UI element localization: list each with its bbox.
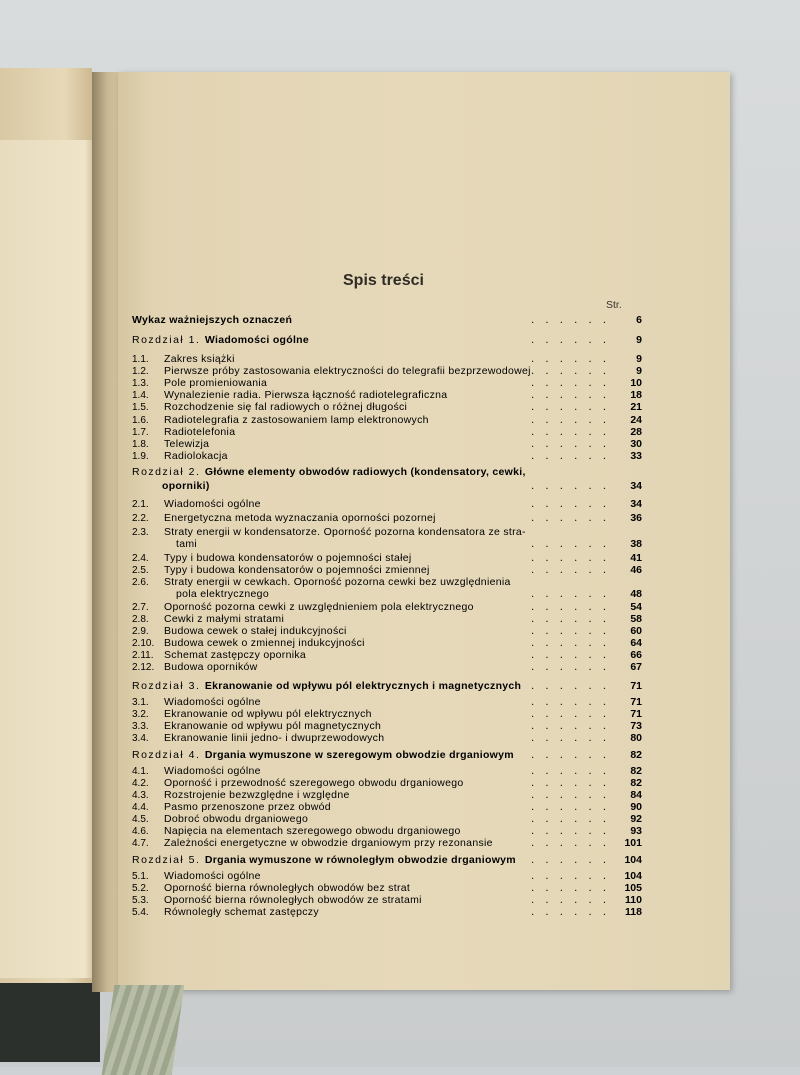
leader-dots: . . . . . .	[531, 766, 610, 777]
toc-entry-number: 1.2.	[132, 366, 149, 377]
toc-entry-number: 2.3.	[132, 527, 149, 538]
toc-page-number: 82	[630, 749, 642, 761]
toc-page-number: 73	[630, 720, 642, 732]
leader-dots: . . . . . .	[531, 883, 610, 894]
toc-entry-number: 1.6.	[132, 415, 149, 426]
toc-entry-title: Ekranowanie linii jedno- i dwuprzewodowych	[164, 732, 385, 744]
toc-entry	[132, 837, 644, 850]
toc-entry-title: Rozdział 2. Główne elementy obwodów radiowych (kondensatory, cewki,	[132, 466, 526, 478]
toc-entry-number: 1.7.	[132, 427, 149, 438]
toc-entry-number: 2.9.	[132, 626, 149, 637]
toc-page-number: 9	[636, 353, 642, 365]
toc-entry-title: Schemat zastępczy opornika	[164, 649, 307, 661]
toc-entry	[132, 538, 644, 551]
chapter-label: Rozdział 2.	[132, 466, 205, 478]
toc-entry-title: Radiolokacja	[164, 450, 228, 462]
toc-page-number: 93	[630, 825, 642, 837]
toc-page-number: 58	[630, 613, 642, 625]
toc-page-number: 28	[630, 426, 642, 438]
leader-dots: . . . . . .	[531, 790, 610, 801]
toc-page-number: 80	[630, 732, 642, 744]
toc-entry-title: Oporność bierna równoległych obwodów ze stratami	[164, 894, 422, 906]
toc-entry-number: 2.2.	[132, 513, 149, 524]
toc-page-number: 110	[625, 894, 642, 906]
toc-entry-title: Rozchodzenie się fal radiowych o różnej długości	[164, 401, 408, 413]
toc-entry-title: Budowa oporników	[164, 661, 258, 673]
toc-entry	[132, 314, 644, 327]
leader-dots: . . . . . .	[531, 871, 610, 882]
toc-entry-number: 2.6.	[132, 577, 149, 588]
toc-page-number: 60	[630, 625, 642, 637]
toc-entry-title: Zakres książki	[164, 353, 235, 365]
page-column-label: Str.	[606, 299, 622, 311]
toc-entry-title: Typy i budowa kondensatorów o pojemności zmiennej	[164, 564, 430, 576]
toc-entry-title: Budowa cewek o zmiennej indukcyjności	[164, 637, 365, 649]
toc-entry-number: 4.6.	[132, 826, 149, 837]
leader-dots: . . . . . .	[531, 315, 610, 326]
toc-page-number: 34	[630, 480, 642, 492]
bookmark-ribbon	[102, 985, 185, 1075]
toc-entry-title: pola elektrycznego	[176, 588, 269, 600]
toc-entry-title: Pierwsze próby zastosowania elektryczności do telegrafii bezprzewodowej	[164, 365, 531, 377]
toc-entry-number: 3.3.	[132, 721, 149, 732]
toc-page-number: 38	[630, 538, 642, 550]
toc-entry-number: 1.4.	[132, 390, 149, 401]
leader-dots: . . . . . .	[531, 638, 610, 649]
leader-dots: . . . . . .	[531, 481, 610, 492]
leader-dots: . . . . . .	[531, 681, 610, 692]
toc-entry-number: 5.4.	[132, 907, 149, 918]
toc-page-number: 9	[636, 365, 642, 377]
toc-page-number: 71	[630, 696, 642, 708]
leader-dots: . . . . . .	[531, 602, 610, 613]
leader-dots: . . . . . .	[531, 402, 610, 413]
toc-entry	[132, 732, 644, 745]
toc-entry-title: Ekranowanie od wpływu pól magnetycznych	[164, 720, 382, 732]
toc-entry	[132, 401, 644, 414]
leader-dots: . . . . . .	[531, 451, 610, 462]
toc-entry-number: 2.5.	[132, 565, 149, 576]
toc-entry-title: Straty energii w kondensatorze. Oporność pozorna kondensatora ze stra-	[164, 526, 526, 538]
toc-page-number: 118	[625, 906, 642, 918]
left-page-edge	[0, 140, 100, 978]
toc-entry-number: 4.1.	[132, 766, 149, 777]
toc-page-number: 82	[630, 765, 642, 777]
toc-entry-number: 3.1.	[132, 697, 149, 708]
leader-dots: . . . . . .	[531, 390, 610, 401]
leader-dots: . . . . . .	[531, 565, 610, 576]
toc-entry-title: Energetyczna metoda wyznaczania oporności pozornej	[164, 512, 436, 524]
toc-entry-title: Zależności energetyczne w obwodzie drganiowym przy rezonansie	[164, 837, 493, 849]
toc-page-number: 54	[630, 601, 642, 613]
toc-entry-number: 1.8.	[132, 439, 149, 450]
leader-dots: . . . . . .	[531, 802, 610, 813]
toc-entry-title: oporniki)	[162, 480, 210, 492]
toc-page-number: 41	[630, 552, 642, 564]
leader-dots: . . . . . .	[531, 427, 610, 438]
toc-page-number: 84	[630, 789, 642, 801]
toc-page-number: 9	[636, 334, 642, 346]
toc-page-number: 105	[624, 882, 642, 894]
toc-entry-number: 1.9.	[132, 451, 149, 462]
toc-entry-title: Rozdział 1. Wiadomości ogólne	[132, 334, 310, 346]
toc-entry-number: 2.11.	[132, 650, 154, 661]
toc-entry-number: 5.1.	[132, 871, 149, 882]
toc-entry	[132, 854, 644, 867]
toc-entry-number: 2.12.	[132, 662, 155, 673]
toc-page-number: 34	[630, 498, 642, 510]
leader-dots: . . . . . .	[531, 378, 610, 389]
toc-page-number: 71	[630, 708, 642, 720]
toc-entry-number: 5.3.	[132, 895, 149, 906]
toc-page-number: 18	[630, 389, 642, 401]
toc-entry	[132, 906, 644, 919]
leader-dots: . . . . . .	[531, 838, 610, 849]
leader-dots: . . . . . .	[531, 907, 610, 918]
toc-page-number: 104	[624, 870, 642, 882]
leader-dots: . . . . . .	[531, 626, 610, 637]
leader-dots: . . . . . .	[531, 513, 610, 524]
toc-entry	[132, 749, 644, 762]
toc-page-number: 33	[630, 450, 642, 462]
toc-entry-title: Wykaz ważniejszych oznaczeń	[132, 314, 293, 326]
toc-entry-number: 4.2.	[132, 778, 149, 789]
leader-dots: . . . . . .	[531, 650, 610, 661]
toc-entry-number: 4.7.	[132, 838, 149, 849]
chapter-label: Rozdział 4.	[132, 749, 205, 761]
toc-entry	[132, 480, 644, 493]
toc-entry-number: 2.1.	[132, 499, 149, 510]
leader-dots: . . . . . .	[531, 814, 610, 825]
toc-page-number: 36	[630, 512, 642, 524]
toc-page-number: 6	[636, 314, 642, 326]
toc-page-number: 21	[630, 401, 642, 413]
toc-entry-number: 2.8.	[132, 614, 149, 625]
chapter-label: Rozdział 5.	[132, 854, 205, 866]
toc-entry-title: Cewki z małymi stratami	[164, 613, 285, 625]
leader-dots: . . . . . .	[531, 721, 610, 732]
toc-entry-title: Pole promieniowania	[164, 377, 268, 389]
toc-entry-title: Oporność i przewodność szeregowego obwodu drganiowego	[164, 777, 464, 789]
toc-page-number: 67	[630, 661, 642, 673]
leader-dots: . . . . . .	[531, 499, 610, 510]
leader-dots: . . . . . .	[531, 826, 610, 837]
toc-entry-title: Wiadomości ogólne	[164, 498, 261, 510]
toc-entry-number: 2.7.	[132, 602, 149, 613]
toc-page-number: 24	[630, 414, 642, 426]
toc-page-number: 71	[630, 680, 642, 692]
toc-entry	[132, 498, 644, 511]
chapter-label: Rozdział 3.	[132, 680, 205, 692]
toc-page-number: 48	[630, 588, 642, 600]
toc-entry-title: Wynalezienie radia. Pierwsza łączność radiotelegraficzna	[164, 389, 448, 401]
toc-entry-number: 3.2.	[132, 709, 149, 720]
toc-page-number: 90	[630, 801, 642, 813]
leader-dots: . . . . . .	[531, 614, 610, 625]
toc-entry-title: Równoległy schemat zastępczy	[164, 906, 319, 918]
toc-entry-number: 1.5.	[132, 402, 149, 413]
toc-entry-title: Wiadomości ogólne	[164, 765, 261, 777]
toc-entry-title: Typy i budowa kondensatorów o pojemności stałej	[164, 552, 412, 564]
leader-dots: . . . . . .	[531, 415, 610, 426]
toc-entry-title: Rozdział 3. Ekranowanie od wpływu pól elektrycznych i magnetycznych	[132, 680, 522, 692]
toc-entry-number: 1.1.	[132, 354, 149, 365]
toc-entry-number: 4.3.	[132, 790, 149, 801]
leader-dots: . . . . . .	[531, 895, 610, 906]
leader-dots: . . . . . .	[531, 697, 610, 708]
toc-entry-title: Oporność bierna równoległych obwodów bez strat	[164, 882, 411, 894]
toc-entry-title: Straty energii w cewkach. Oporność pozorna cewki bez uwzględnienia	[164, 576, 511, 588]
toc-entry	[132, 512, 644, 525]
toc-page-number: 101	[624, 837, 642, 849]
toc-page-number: 82	[630, 777, 642, 789]
toc-entry-title: Radiotelegrafia z zastosowaniem lamp elektronowych	[164, 414, 429, 426]
toc-entry-title: Ekranowanie od wpływu pól elektrycznych	[164, 708, 372, 720]
toc-entry	[132, 680, 644, 693]
leader-dots: . . . . . .	[531, 855, 610, 866]
toc-entry-number: 3.4.	[132, 733, 149, 744]
toc-entry	[132, 661, 644, 674]
toc-entry-title: Napięcia na elementach szeregowego obwodu drganiowego	[164, 825, 461, 837]
leader-dots: . . . . . .	[531, 733, 610, 744]
toc-page-number: 104	[624, 854, 642, 866]
leader-dots: . . . . . .	[531, 709, 610, 720]
toc-entry	[132, 588, 644, 601]
leader-dots: . . . . . .	[531, 778, 610, 789]
leader-dots: . . . . . .	[531, 662, 610, 673]
toc-page-number: 64	[630, 637, 642, 649]
toc-entry-number: 1.3.	[132, 378, 149, 389]
toc-entry-title: Wiadomości ogólne	[164, 870, 261, 882]
toc-entry-number: 4.4.	[132, 802, 149, 813]
leader-dots: . . . . . .	[531, 539, 610, 550]
toc-entry-number: 2.10.	[132, 638, 155, 649]
leader-dots: . . . . . .	[531, 439, 610, 450]
toc-entry-number: 5.2.	[132, 883, 149, 894]
toc-page-number: 10	[630, 377, 642, 389]
toc-entry-title: Dobroć obwodu drganiowego	[164, 813, 309, 825]
leader-dots: . . . . . .	[531, 750, 610, 761]
leader-dots: . . . . . .	[531, 589, 610, 600]
toc-page-number: 46	[630, 564, 642, 576]
toc-entry	[132, 450, 644, 463]
toc-entry-title: Rozstrojenie bezwzględne i względne	[164, 789, 350, 801]
toc-entry-number: 4.5.	[132, 814, 149, 825]
toc-page-number: 30	[630, 438, 642, 450]
toc-entry-title: Budowa cewek o stałej indukcyjności	[164, 625, 347, 637]
toc-entry	[132, 334, 644, 347]
toc-entry-title: Rozdział 4. Drgania wymuszone w szeregowym obwodzie drganiowym	[132, 749, 514, 761]
toc-entry-title: Telewizja	[164, 438, 210, 450]
leader-dots: . . . . . .	[531, 366, 610, 377]
toc-entry-title: Oporność pozorna cewki z uwzględnieniem pola elektrycznego	[164, 601, 474, 613]
chapter-label: Rozdział 1.	[132, 334, 205, 346]
toc-entry-title: Wiadomości ogólne	[164, 696, 261, 708]
toc-page-number: 66	[630, 649, 642, 661]
toc-entry-title: Rozdział 5. Drgania wymuszone w równoległym obwodzie drganiowym	[132, 854, 516, 866]
toc-entry-number: 2.4.	[132, 553, 149, 564]
toc-entry-title: Radiotelefonia	[164, 426, 236, 438]
leader-dots: . . . . . .	[531, 553, 610, 564]
leader-dots: . . . . . .	[531, 354, 610, 365]
toc-page-number: 92	[630, 813, 642, 825]
toc-entry	[132, 466, 644, 479]
toc-entry-title: Pasmo przenoszone przez obwód	[164, 801, 331, 813]
toc-entry-title: tami	[176, 538, 198, 550]
page-title: Spis treści	[343, 272, 424, 289]
leader-dots: . . . . . .	[531, 335, 610, 346]
